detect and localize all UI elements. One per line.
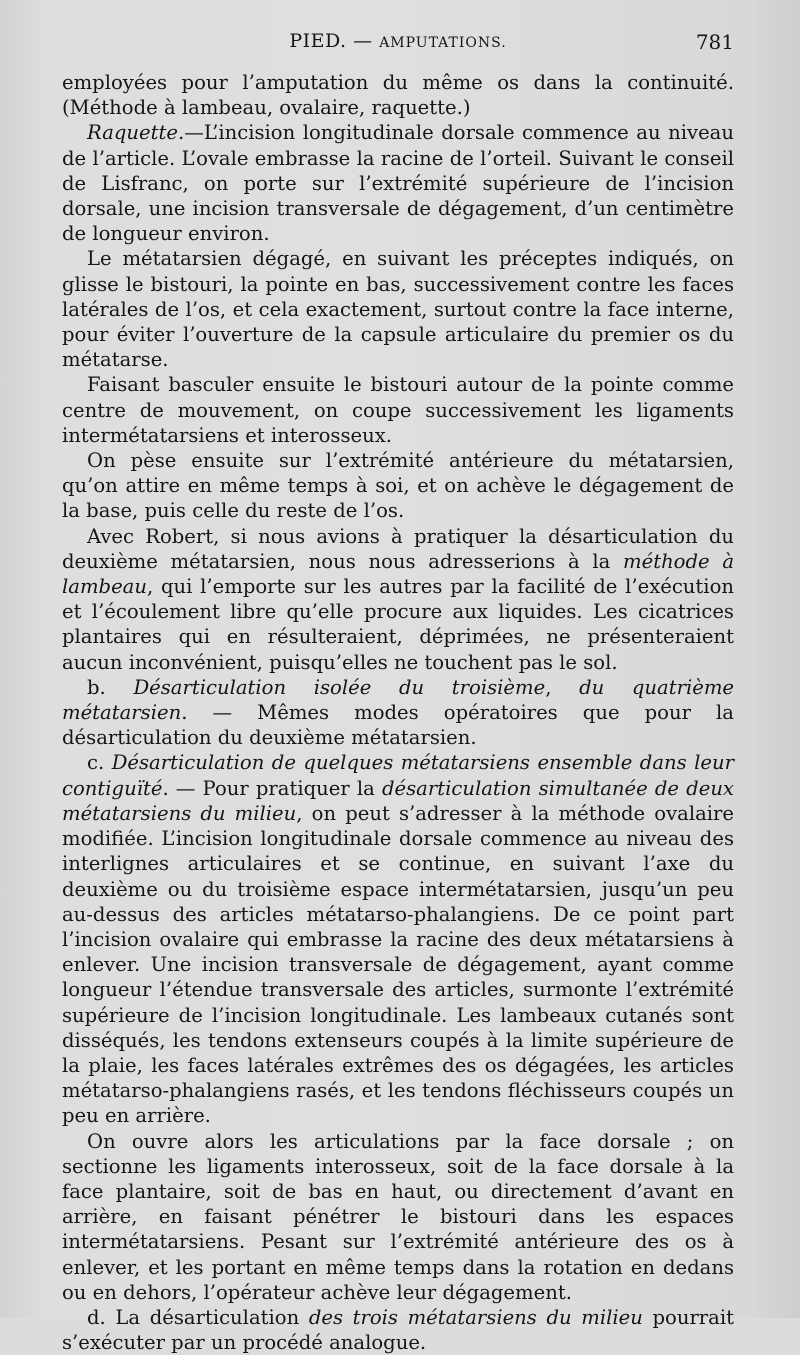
- italic-text: Désarticulation isolée du troisième: [133, 675, 546, 699]
- paragraph-p8: [62, 1129, 734, 1305]
- italic-text: méthode à lambeau: [62, 549, 735, 599]
- paragraph-p4: [62, 448, 734, 524]
- italic-text: des trois métatarsiens du milieu: [308, 1305, 643, 1329]
- paragraph-p1: [62, 120, 734, 246]
- text-run: —L’incision longitudinale dorsale commence au niveau de l’article. L’ovale embrasse la racine de l’orteil. Suivant le conseil de Lisfranc, on porte sur l’extrémité supérieure de l’incision dorsale, une incision transversale de dégagement, d’un centimètre de longueur environ.: [62, 121, 734, 246]
- text-run: ,: [545, 675, 580, 699]
- running-title-subtitle: AMPUTATIONS.: [379, 35, 507, 51]
- text-run: Avec Robert, si nous avions à pratiquer la désarticulation du deuxième métatarsien, nous nous adresserions à la: [62, 524, 734, 573]
- text-run: On ouvre alors les articulations par la face dorsale ; on sectionne les ligaments interosseux, soit de la face dorsale à la face plantaire, soit de bas en haut, ou directement d’avant en arrière, en faisant pénétrer le bistouri dans les espaces intermétatarsiens. Pesant sur l’extrémité antérieure des os à enlever, et les portant en même temps dans la rotation en dedans ou en dehors, l’opérateur achève leur dégagement.: [62, 1129, 734, 1304]
- text-run: Le métatarsien dégagé, en suivant les préceptes indiqués, on glisse le bistouri, la pointe en bas, successivement contre les faces latérales de l’os, et cela exactement, surtout contre la face interne, pour éviter l’ouverture de la capsule articulaire du premier os du métatarse.: [62, 247, 734, 372]
- text-run: , on peut s’adresser à la méthode ovalaire modifiée. L’incision longitudinale dorsale commence au niveau des interlignes articulaires et se continue, en suivant l’axe du deuxième ou du troisième espace intermétatarsien, jusqu’un peu au-dessus des articles métatarso-phalangiens. De ce point part l’incision ovalaire qui embrasse la racine des deux métatarsiens à enlever. Une incision transversale de dégagement, ayant comme longueur l’étendue transversale des articles, surmonte l’extrémité supérieure de l’incision longitudinale. Les lambeaux cutanés sont disséqués, les tendons extenseurs coupés à la limite supérieure de la plaie, les faces latérales extrêmes des os dégagées, les articles métatarso-phalangiens rasés, et les tendons fléchisseurs coupés un peu en arrière.: [62, 801, 734, 1128]
- running-title: [62, 30, 734, 52]
- text-run: Faisant basculer ensuite le bistouri autour de la pointe comme centre de mouvement, on coupe successivement les ligaments intermétatarsiens et interosseux.: [62, 373, 734, 447]
- text-run: . — Pour pratiquer la: [162, 776, 382, 800]
- text-run: c.: [87, 751, 112, 775]
- text-run: , qui l’emporte sur les autres par la facilité de l’exécution et l’écoulement libre qu’elle procure aux liquides. Les cicatrices plantaires qui en résulteraient, déprimées, ne présenteraient aucun inconvénient, puisqu’elles ne touchent pas le sol.: [62, 575, 734, 674]
- italic-text: du quatrième métatarsien: [62, 675, 735, 725]
- text-run: pourrait s’exécuter par un procédé analogue.: [62, 1305, 734, 1355]
- text-run: employées pour l’amputation du même os dans la continuité. (Méthode à lambeau, ovalaire, raquette.): [62, 71, 734, 120]
- paragraph-p7: [62, 750, 734, 1128]
- body-text: [62, 70, 734, 1355]
- text-run: . — Mêmes modes opératoires que pour la désarticulation du deuxième métatarsien.: [62, 701, 734, 750]
- text-run: b.: [87, 675, 134, 699]
- text-run: d. La désarticulation: [87, 1305, 309, 1329]
- page-header: [62, 30, 734, 62]
- paragraph-p9: [62, 1305, 734, 1355]
- paragraph-p0: [62, 70, 734, 120]
- paragraph-p2: [62, 246, 734, 372]
- paragraph-p3: [62, 372, 734, 448]
- running-title-main: PIED.: [289, 30, 347, 52]
- italic-text: désarticulation simultanée de deux métatarsiens du milieu: [62, 776, 734, 825]
- page-number: 781: [695, 30, 734, 54]
- title-dash: —: [353, 30, 373, 52]
- italic-text: Désarticulation de quelques métatarsiens ensemble dans leur contiguïté: [62, 751, 734, 800]
- text-run: On pèse ensuite sur l’extrémité antérieure du métatarsien, qu’on attire en même temps à soi, et on achève le dégagement de la base, puis celle du reste de l’os.: [62, 449, 734, 523]
- paragraph-p6: [62, 675, 734, 751]
- paragraph-p5: [62, 524, 734, 675]
- italic-text: Raquette.: [87, 121, 185, 145]
